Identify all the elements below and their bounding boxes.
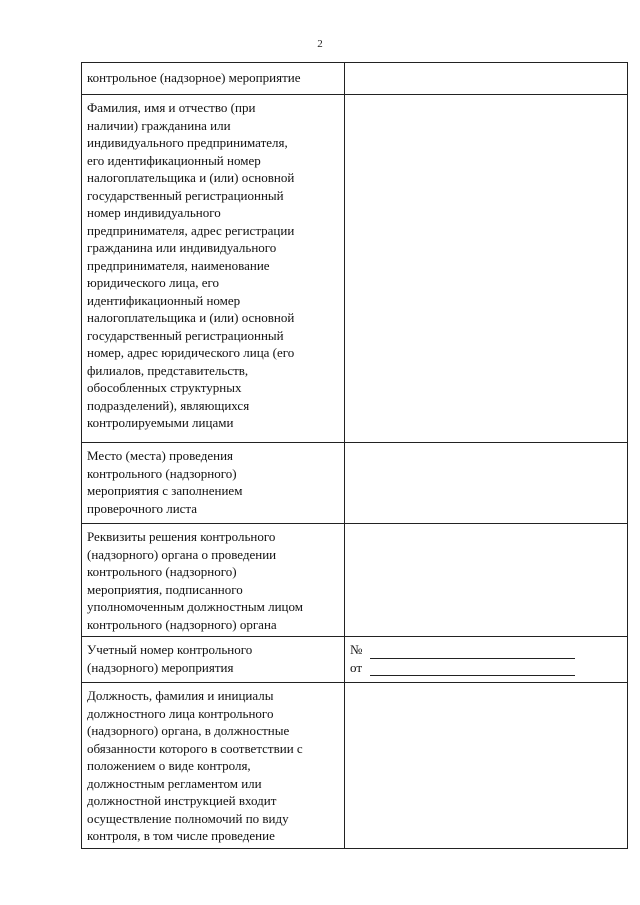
table-row <box>82 637 628 683</box>
row-value-field[interactable] <box>345 524 628 637</box>
number-input-line[interactable] <box>370 645 575 659</box>
checklist-form-table <box>81 62 628 849</box>
row-value-field[interactable] <box>345 683 628 849</box>
date-input-line[interactable] <box>370 662 575 676</box>
number-label: № <box>350 642 363 657</box>
date-label: от <box>350 659 363 675</box>
row-value-field[interactable] <box>345 95 628 443</box>
number-fill-row <box>350 641 622 659</box>
table-row <box>82 443 628 524</box>
table-row <box>82 63 628 95</box>
row-label: Реквизиты решения контрольного (надзорного) органа о проведении контрольного (надзорного) мероприятия, подписанного уполномоченным должностным лицом контрольного (надзорного) органа <box>82 524 345 637</box>
row-label: контрольное (надзорное) мероприятие <box>82 63 345 95</box>
table-row <box>82 95 628 443</box>
row-value-field[interactable] <box>345 63 628 95</box>
row-label: Место (места) проведения контрольного (надзорного) мероприятия с заполнением проверочного листа <box>82 443 345 524</box>
registration-number-cell <box>345 637 628 683</box>
table-row <box>82 683 628 849</box>
row-label: Должность, фамилия и инициалы должностного лица контрольного (надзорного) органа, в должностные обязанности которого в соответствии с положением о виде контроля, должностным регламентом или должностной инструкцией входит осуществление полномочий по виду контроля, в том числе проведение <box>82 683 345 849</box>
date-fill-row <box>350 659 622 677</box>
row-value-field[interactable] <box>345 443 628 524</box>
row-label: Фамилия, имя и отчество (при наличии) гражданина или индивидуального предпринимателя, его идентификационный номер налогоплательщика и (или) основной государственный регистрационный номер индивидуального предпринимателя, адрес регистрации гражданина или индивидуального предпринимателя, наименование юридического лица, его идентификационный номер налогоплательщика и (или) основной государственный регистрационный номер, адрес юридического лица (его филиалов, представительств, обособленных структурных подразделений), являющихся контролируемыми лицами <box>82 95 345 443</box>
table-row <box>82 524 628 637</box>
page-number: 2 <box>317 38 323 50</box>
row-label: Учетный номер контрольного (надзорного) мероприятия <box>82 637 345 683</box>
